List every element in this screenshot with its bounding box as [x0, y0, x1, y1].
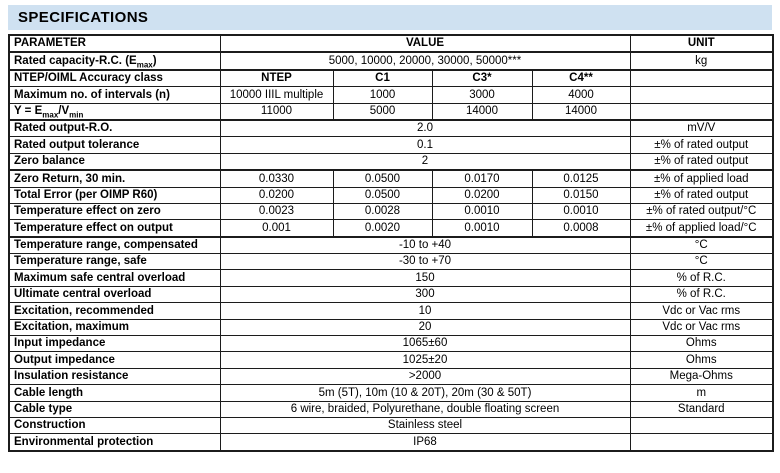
parameter-cell: Temperature effect on zero: [9, 203, 220, 219]
table-row: [9, 203, 773, 219]
value-cell: 10: [220, 303, 630, 319]
value-cell: 1000: [333, 87, 432, 103]
parameter-cell: Temperature range, safe: [9, 254, 220, 270]
unit-cell: Standard: [630, 401, 773, 417]
value-cell: 0.0008: [532, 220, 630, 237]
value-cell: 4000: [532, 87, 630, 103]
table-row: [9, 286, 773, 302]
value-cell: 5000: [333, 103, 432, 120]
parameter-cell: Construction: [9, 417, 220, 433]
value-cell: 3000: [432, 87, 532, 103]
parameter-cell: Temperature effect on output: [9, 220, 220, 237]
table-row: [9, 336, 773, 352]
unit-cell: mV/V: [630, 120, 773, 137]
unit-cell: Ohms: [630, 352, 773, 368]
parameter-cell: Maximum safe central overload: [9, 270, 220, 286]
parameter-cell: Output impedance: [9, 352, 220, 368]
value-cell: C4**: [532, 70, 630, 87]
table-row: [9, 385, 773, 401]
unit-cell: ±% of rated output: [630, 137, 773, 153]
unit-cell: ±% of applied load/°C: [630, 220, 773, 237]
parameter-cell: Excitation, maximum: [9, 319, 220, 335]
unit-cell: [630, 70, 773, 87]
value-cell: Stainless steel: [220, 417, 630, 433]
unit-cell: [630, 434, 773, 451]
table-row: [9, 52, 773, 69]
value-cell: 0.1: [220, 137, 630, 153]
table-row: [9, 254, 773, 270]
table-row: [9, 137, 773, 153]
value-cell: 0.0170: [432, 170, 532, 187]
value-cell: 10000 IIIL multiple: [220, 87, 333, 103]
table-row: [9, 401, 773, 417]
unit-cell: Vdc or Vac rms: [630, 319, 773, 335]
parameter-cell: Excitation, recommended: [9, 303, 220, 319]
unit-cell: % of R.C.: [630, 286, 773, 302]
value-cell: 6 wire, braided, Polyurethane, double floating screen: [220, 401, 630, 417]
value-cell: -10 to +40: [220, 237, 630, 254]
value-cell: 0.0010: [532, 203, 630, 219]
table-row: [9, 270, 773, 286]
value-cell: 0.0500: [333, 187, 432, 203]
parameter-cell: $Y = E_{max}/V_{min}$: [9, 103, 220, 120]
unit-cell: ±% of rated output/°C: [630, 203, 773, 219]
value-cell: 2.0: [220, 120, 630, 137]
parameter-cell: Rated output tolerance: [9, 137, 220, 153]
parameter-cell: Ultimate central overload: [9, 286, 220, 302]
unit-cell: °C: [630, 254, 773, 270]
table-row: [9, 303, 773, 319]
value-cell: 0.0200: [220, 187, 333, 203]
unit-cell: °C: [630, 237, 773, 254]
parameter-cell: NTEP/OIML Accuracy class: [9, 70, 220, 87]
parameter-cell: Temperature range, compensated: [9, 237, 220, 254]
page-title: SPECIFICATIONS: [18, 9, 149, 26]
parameter-cell: Input impedance: [9, 336, 220, 352]
parameter-cell: Total Error (per OIMP R60): [9, 187, 220, 203]
value-cell: 0.0150: [532, 187, 630, 203]
column-header-parameter: PARAMETER: [9, 35, 220, 52]
value-cell: 5m (5T), 10m (10 & 20T), 20m (30 & 50T): [220, 385, 630, 401]
value-cell: 11000: [220, 103, 333, 120]
unit-cell: kg: [630, 52, 773, 69]
parameter-cell: Rated capacity-R.C. $(E_{max})$: [9, 52, 220, 69]
value-cell: 0.0010: [432, 220, 532, 237]
parameter-cell: Zero balance: [9, 153, 220, 170]
value-cell: 14000: [432, 103, 532, 120]
value-cell: 0.0028: [333, 203, 432, 219]
unit-cell: ±% of rated output: [630, 153, 773, 170]
value-cell: C3*: [432, 70, 532, 87]
parameter-cell: Zero Return, 30 min.: [9, 170, 220, 187]
table-row: [9, 103, 773, 120]
table-row: [9, 120, 773, 137]
table-row: [9, 352, 773, 368]
unit-cell: % of R.C.: [630, 270, 773, 286]
value-cell: 0.0023: [220, 203, 333, 219]
unit-cell: [630, 417, 773, 433]
column-header-value: VALUE: [220, 35, 630, 52]
unit-cell: Vdc or Vac rms: [630, 303, 773, 319]
parameter-cell: Insulation resistance: [9, 368, 220, 384]
value-cell: NTEP: [220, 70, 333, 87]
specifications-header-bar: [8, 5, 772, 30]
value-cell: 5000, 10000, 20000, 30000, 50000***: [220, 52, 630, 69]
value-cell: IP68: [220, 434, 630, 451]
parameter-cell: Environmental protection: [9, 434, 220, 451]
table-row: [9, 237, 773, 254]
parameter-cell: Maximum no. of intervals (n): [9, 87, 220, 103]
table-row: [9, 220, 773, 237]
value-cell: 20: [220, 319, 630, 335]
value-cell: 0.0010: [432, 203, 532, 219]
unit-cell: ±% of applied load: [630, 170, 773, 187]
table-header-row: [9, 35, 773, 52]
table-row: [9, 417, 773, 433]
unit-cell: m: [630, 385, 773, 401]
table-row: [9, 368, 773, 384]
unit-cell: ±% of rated output: [630, 187, 773, 203]
table-row: [9, 434, 773, 451]
value-cell: 300: [220, 286, 630, 302]
parameter-cell: Cable type: [9, 401, 220, 417]
value-cell: C1: [333, 70, 432, 87]
parameter-cell: Cable length: [9, 385, 220, 401]
column-header-unit: UNIT: [630, 35, 773, 52]
value-cell: 0.001: [220, 220, 333, 237]
value-cell: 1065±60: [220, 336, 630, 352]
value-cell: 2: [220, 153, 630, 170]
table-row: [9, 187, 773, 203]
unit-cell: [630, 103, 773, 120]
table-row: [9, 170, 773, 187]
unit-cell: [630, 87, 773, 103]
table-row: [9, 87, 773, 103]
unit-cell: Ohms: [630, 336, 773, 352]
table-row: [9, 70, 773, 87]
value-cell: 0.0125: [532, 170, 630, 187]
value-cell: 0.0020: [333, 220, 432, 237]
value-cell: 0.0330: [220, 170, 333, 187]
unit-cell: Mega-Ohms: [630, 368, 773, 384]
value-cell: 1025±20: [220, 352, 630, 368]
value-cell: >2000: [220, 368, 630, 384]
value-cell: 14000: [532, 103, 630, 120]
table-row: [9, 319, 773, 335]
value-cell: -30 to +70: [220, 254, 630, 270]
value-cell: 150: [220, 270, 630, 286]
parameter-cell: Rated output-R.O.: [9, 120, 220, 137]
value-cell: 0.0200: [432, 187, 532, 203]
value-cell: 0.0500: [333, 170, 432, 187]
spec-table-body: [9, 52, 773, 450]
specifications-table: [8, 34, 774, 452]
table-row: [9, 153, 773, 170]
